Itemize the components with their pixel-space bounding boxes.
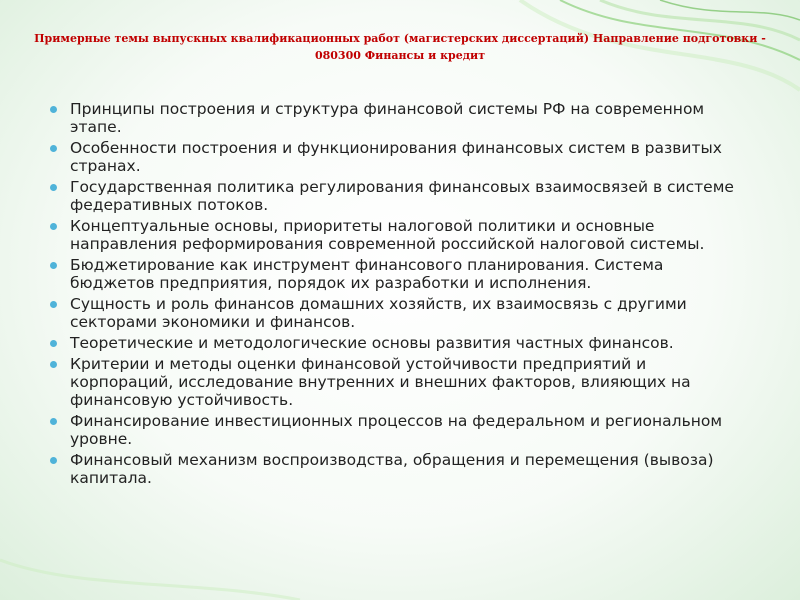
bullet-icon bbox=[50, 361, 57, 368]
bullet-icon bbox=[50, 301, 57, 308]
topic-text: Финансирование инвестиционных процессов на федеральном и региональном уровне. bbox=[70, 412, 723, 448]
topic-text: Критерии и методы оценки финансовой устойчивости предприятий и корпораций, исследование внутренних и внешних факторов, влияющих на финансовую устойчивость. bbox=[70, 355, 691, 409]
topic-item bbox=[48, 451, 748, 487]
bullet-icon bbox=[50, 418, 57, 425]
bullet-icon bbox=[50, 340, 57, 347]
bullet-icon bbox=[50, 184, 57, 191]
bullet-icon bbox=[50, 145, 57, 152]
bullet-icon bbox=[50, 223, 57, 230]
slide-title: Примерные темы выпускных квалификационных работ (магистерских диссертаций) Направление подготовки - 080300 Финансы и кредит bbox=[34, 32, 766, 62]
topic-item bbox=[48, 256, 748, 292]
topic-text: Финансовый механизм воспроизводства, обращения и перемещения (вывоза) капитала. bbox=[70, 451, 714, 487]
swirl-line bbox=[0, 560, 300, 600]
topic-item bbox=[48, 139, 748, 175]
topic-text: Особенности построения и функционирования финансовых систем в развитых странах. bbox=[70, 139, 722, 175]
topic-item bbox=[48, 178, 748, 214]
bullet-icon bbox=[50, 106, 57, 113]
topic-text: Государственная политика регулирования финансовых взаимосвязей в системе федеративных потоков. bbox=[70, 178, 734, 214]
topic-list bbox=[48, 100, 748, 490]
bullet-icon bbox=[50, 262, 57, 269]
topic-item bbox=[48, 412, 748, 448]
topic-text: Концептуальные основы, приоритеты налоговой политики и основные направления реформирования современной российской налоговой системы. bbox=[70, 217, 705, 253]
topic-item bbox=[48, 217, 748, 253]
bullet-icon bbox=[50, 457, 57, 464]
topic-text: Принципы построения и структура финансовой системы РФ на современном этапе. bbox=[70, 100, 705, 136]
topic-text: Бюджетирование как инструмент финансового планирования. Система бюджетов предприятия, порядок их разработки и исполнения. bbox=[70, 256, 664, 292]
topic-item bbox=[48, 100, 748, 136]
topic-text: Сущность и роль финансов домашних хозяйств, их взаимосвязь с другими секторами экономики и финансов. bbox=[70, 295, 687, 331]
topic-item bbox=[48, 295, 748, 331]
topic-text: Теоретические и методологические основы развития частных финансов. bbox=[70, 334, 674, 352]
topic-item bbox=[48, 334, 748, 352]
topic-item bbox=[48, 355, 748, 409]
